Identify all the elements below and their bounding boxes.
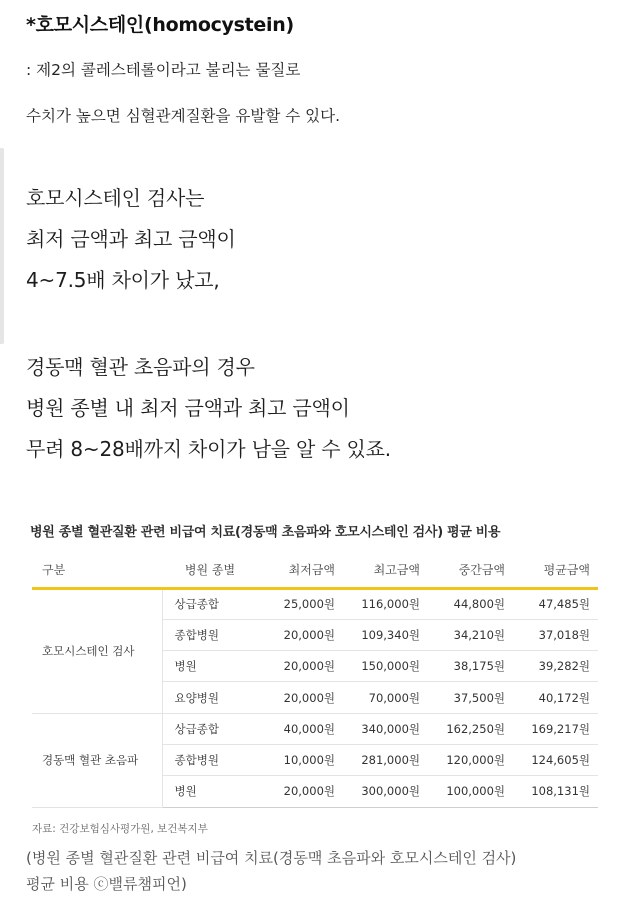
- paragraph-line: 경동맥 혈관 초음파의 경우: [26, 355, 255, 379]
- hospital-type-cell: 요양병원: [162, 682, 258, 713]
- paragraph-line: 무려 8~28배까지 차이가 남을 알 수 있죠.: [26, 437, 391, 461]
- header-hospital-type: 병원 종별: [184, 562, 236, 577]
- hospital-type-cell: 종합병원: [162, 619, 258, 650]
- median-cost-cell: 100,000원: [428, 776, 513, 807]
- definition-note: [26, 10, 620, 128]
- table-row: [32, 588, 598, 619]
- max-cost-cell: 281,000원: [343, 744, 428, 775]
- table-row: [32, 713, 598, 744]
- header-max-cost: 최고금액: [373, 562, 420, 577]
- avg-cost-cell: 39,282원: [513, 651, 598, 682]
- min-cost-cell: 25,000원: [258, 588, 343, 619]
- image-caption: [26, 845, 626, 897]
- cost-table-figure: [30, 522, 605, 837]
- caption-line-1: (병원 종별 혈관질환 관련 비급여 치료(경동맥 초음파와 호모시스테인 검사): [26, 849, 517, 867]
- median-cost-cell: 162,250원: [428, 713, 513, 744]
- min-cost-cell: 20,000원: [258, 682, 343, 713]
- hospital-type-cell: 병원: [162, 651, 258, 682]
- median-cost-cell: 38,175원: [428, 651, 513, 682]
- hospital-type-cell: 종합병원: [162, 744, 258, 775]
- paragraph-ultrasound: [26, 347, 391, 470]
- hospital-type-cell: 상급종합: [162, 588, 258, 619]
- cost-table: [32, 552, 598, 808]
- paragraph-homocysteine: [26, 178, 236, 301]
- avg-cost-cell: 124,605원: [513, 744, 598, 775]
- note-title: *호모시스테인(homocystein): [26, 14, 294, 36]
- paragraph-line: 호모시스테인 검사는: [26, 186, 205, 210]
- median-cost-cell: 34,210원: [428, 619, 513, 650]
- avg-cost-cell: 37,018원: [513, 619, 598, 650]
- median-cost-cell: 37,500원: [428, 682, 513, 713]
- median-cost-cell: 120,000원: [428, 744, 513, 775]
- avg-cost-cell: 108,131원: [513, 776, 598, 807]
- max-cost-cell: 109,340원: [343, 619, 428, 650]
- caption-line-2: 평균 비용 ⓒ밸류챔피언): [26, 875, 187, 893]
- hospital-type-cell: 병원: [162, 776, 258, 807]
- table-title: 병원 종별 혈관질환 관련 비급여 치료(경동맥 초음파와 호모시스테인 검사) 평균 비용: [30, 525, 501, 540]
- header-min-cost: 최저금액: [288, 562, 335, 577]
- note-line-2: 수치가 높으면 심혈관계질환을 유발할 수 있다.: [26, 107, 341, 125]
- min-cost-cell: 10,000원: [258, 744, 343, 775]
- min-cost-cell: 20,000원: [258, 776, 343, 807]
- max-cost-cell: 340,000원: [343, 713, 428, 744]
- header-median-cost: 중간금액: [458, 562, 505, 577]
- category-cell: 호모시스테인 검사: [32, 588, 162, 713]
- avg-cost-cell: 40,172원: [513, 682, 598, 713]
- note-line-1: : 제2의 콜레스테롤이라고 불리는 물질로: [26, 61, 301, 79]
- max-cost-cell: 116,000원: [343, 588, 428, 619]
- paragraph-line: 4~7.5배 차이가 났고,: [26, 268, 220, 292]
- header-avg-cost: 평균금액: [543, 562, 590, 577]
- table-header-row: [32, 552, 598, 588]
- max-cost-cell: 70,000원: [343, 682, 428, 713]
- table-source: 자료: 건강보험심사평가원, 보건복지부: [32, 822, 208, 835]
- max-cost-cell: 150,000원: [343, 651, 428, 682]
- category-cell: 경동맥 혈관 초음파: [32, 713, 162, 807]
- min-cost-cell: 20,000원: [258, 619, 343, 650]
- median-cost-cell: 44,800원: [428, 588, 513, 619]
- max-cost-cell: 300,000원: [343, 776, 428, 807]
- min-cost-cell: 40,000원: [258, 713, 343, 744]
- avg-cost-cell: 47,485원: [513, 588, 598, 619]
- paragraph-line: 최저 금액과 최고 금액이: [26, 227, 236, 251]
- paragraph-line: 병원 종별 내 최저 금액과 최고 금액이: [26, 396, 350, 420]
- avg-cost-cell: 169,217원: [513, 713, 598, 744]
- header-category: 구분: [42, 562, 66, 577]
- min-cost-cell: 20,000원: [258, 651, 343, 682]
- hospital-type-cell: 상급종합: [162, 713, 258, 744]
- scroll-edge-marker: [0, 148, 4, 344]
